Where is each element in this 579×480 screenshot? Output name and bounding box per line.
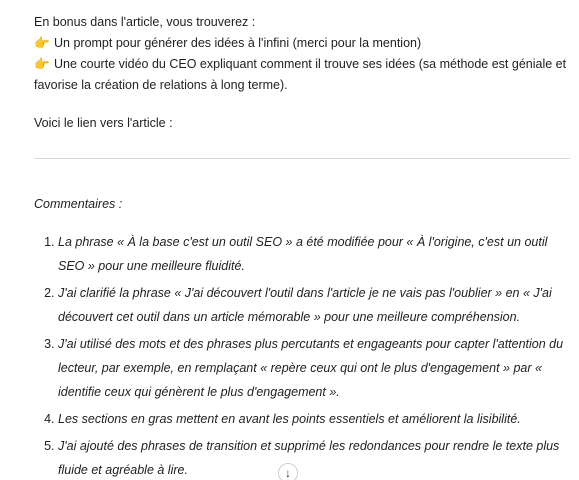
intro-block [34,12,570,96]
link-line: Voici le lien vers l'article : [34,116,173,130]
comment-item: 3. J'ai utilisé des mots et des phrases plus percutants et engageants pour capter l'attention du lecteur, par exemple, en remplaçant « repère ceux qui ont le plus d'engagement » par « identifie ceux qui génèrent le plus d'engagement ». [58,332,570,404]
bonus-item-prompt-text: Un prompt pour générer des idées à l'infini (merci pour la mention) [54,36,422,50]
comment-item: 4. Les sections en gras mettent en avant les points essentiels et améliorent la lisibilité. [58,407,570,431]
divider [34,158,570,159]
comments-list [34,230,570,480]
scroll-to-bottom-button[interactable] [278,463,298,480]
bonus-item-video [34,54,570,96]
bonus-item-video-text: Une courte vidéo du CEO expliquant comment il trouve ses idées (sa méthode est géniale et favorise la création de relations à long terme). [34,57,567,92]
comment-item: 2. J'ai clarifié la phrase « J'ai découvert l'outil dans l'article je ne vais pas l'oublier » en « J'ai découvert cet outil dans un article mémorable » pour une meilleure compréhension. [58,281,570,329]
bonus-item-prompt [34,33,570,54]
comment-item: 1. La phrase « À la base c'est un outil SEO » a été modifiée pour « À l'origine, c'est un outil SEO » pour une meilleure fluidité. [58,230,570,278]
message-content [34,12,570,480]
intro-line: En bonus dans l'article, vous trouverez : [34,15,256,29]
comment-item: 5. J'ai ajouté des phrases de transition et supprimé les redondances pour rendre le texte plus fluide et agréable à lire. [58,434,570,480]
pointing-hand-icon: 👉 [34,57,50,71]
arrow-down-icon: ↓ [285,466,291,480]
comments-title: Commentaires : [34,197,123,211]
pointing-hand-icon: 👉 [34,36,50,50]
